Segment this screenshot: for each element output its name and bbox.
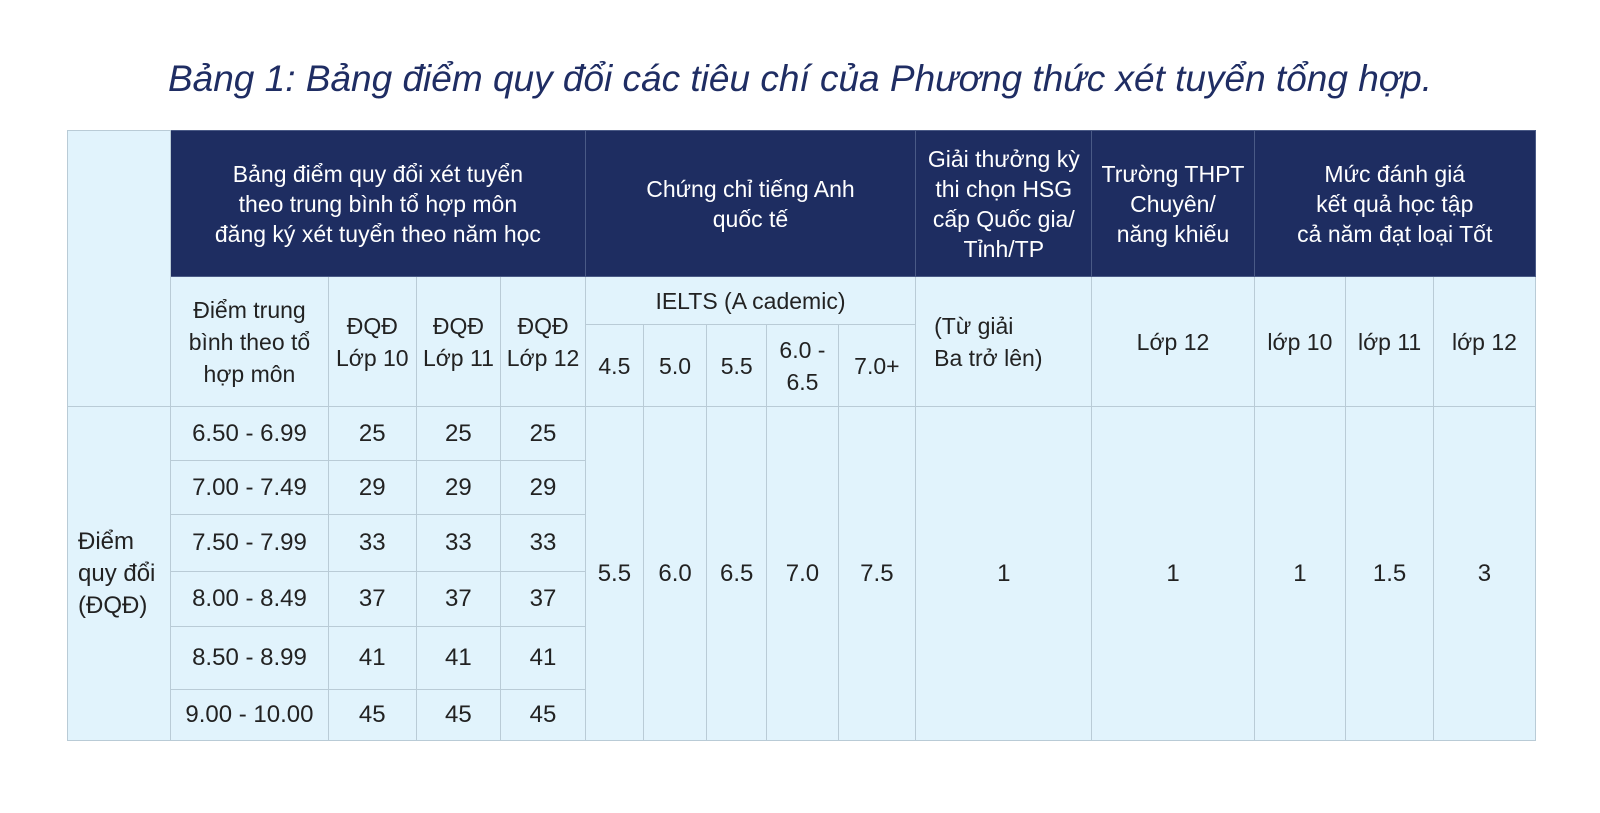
dqd10-cell: 45: [328, 690, 416, 741]
dqd11-cell: 45: [416, 690, 501, 741]
grade-12-point: 3: [1433, 407, 1535, 741]
header-award: Giải thưởng kỳ thi chọn HSG cấp Quốc gia/ Tỉnh/TP: [916, 131, 1092, 277]
subheader-school-grade: Lớp 12: [1092, 277, 1254, 407]
dqd11-cell: 29: [416, 461, 501, 515]
header-avg-group: Bảng điểm quy đổi xét tuyển theo trung bình tổ hợp môn đăng ký xét tuyển theo năm học: [170, 131, 585, 277]
dqd10-cell: 25: [328, 407, 416, 461]
dqd10-cell: 29: [328, 461, 416, 515]
dqd12-cell: 45: [501, 690, 586, 741]
award-point: 1: [916, 407, 1092, 741]
dqd12-cell: 25: [501, 407, 586, 461]
subheader-grade-11: lớp 11: [1346, 277, 1434, 407]
grade-10-point: 1: [1254, 407, 1346, 741]
dqd12-cell: 37: [501, 572, 586, 627]
ielts-point-7-0-plus: 7.5: [838, 407, 916, 741]
subheader-grade-10: lớp 10: [1254, 277, 1346, 407]
ielts-point-5-0: 6.0: [643, 407, 706, 741]
row-label: Điểm quy đổi (ĐQĐ): [68, 407, 171, 741]
subheader-award-note: (Từ giải Ba trở lên): [916, 277, 1092, 407]
header-english-cert: Chứng chỉ tiếng Anh quốc tế: [585, 131, 915, 277]
ielts-point-6-0-6-5: 7.0: [767, 407, 838, 741]
ielts-point-5-5: 6.5: [707, 407, 767, 741]
range-cell: 8.00 - 8.49: [170, 572, 328, 627]
subheader-ielts: IELTS (A cademic): [585, 277, 915, 325]
header-academic: Mức đánh giá kết quả học tập cả năm đạt loại Tốt: [1254, 131, 1535, 277]
conversion-table: [67, 130, 1536, 741]
grade-11-point: 1.5: [1346, 407, 1434, 741]
dqd11-cell: 37: [416, 572, 501, 627]
range-cell: 7.00 - 7.49: [170, 461, 328, 515]
corner-cell: [68, 131, 171, 407]
dqd12-cell: 29: [501, 461, 586, 515]
ielts-level-7-0-plus: 7.0+: [838, 325, 916, 407]
ielts-level-4-5: 4.5: [585, 325, 643, 407]
dqd10-cell: 37: [328, 572, 416, 627]
ielts-level-5-0: 5.0: [643, 325, 706, 407]
dqd11-cell: 25: [416, 407, 501, 461]
range-cell: 8.50 - 8.99: [170, 627, 328, 690]
table-title: Bảng 1: Bảng điểm quy đổi các tiêu chí của Phương thức xét tuyển tổng hợp.: [167, 58, 1433, 99]
subheader-avg-score: Điểm trung bình theo tổ hợp môn: [170, 277, 328, 407]
ielts-point-4-5: 5.5: [585, 407, 643, 741]
ielts-level-5-5: 5.5: [707, 325, 767, 407]
dqd10-cell: 41: [328, 627, 416, 690]
subheader-dqd11: ĐQĐ Lớp 11: [416, 277, 501, 407]
subheader-dqd12: ĐQĐ Lớp 12: [501, 277, 586, 407]
dqd10-cell: 33: [328, 515, 416, 572]
dqd12-cell: 41: [501, 627, 586, 690]
dqd11-cell: 41: [416, 627, 501, 690]
header-school: Trường THPT Chuyên/ năng khiếu: [1092, 131, 1254, 277]
dqd12-cell: 33: [501, 515, 586, 572]
range-cell: 6.50 - 6.99: [170, 407, 328, 461]
range-cell: 9.00 - 10.00: [170, 690, 328, 741]
subheader-dqd10: ĐQĐ Lớp 10: [328, 277, 416, 407]
dqd11-cell: 33: [416, 515, 501, 572]
subheader-grade-12: lớp 12: [1433, 277, 1535, 407]
range-cell: 7.50 - 7.99: [170, 515, 328, 572]
ielts-level-6-0-6-5: 6.0 - 6.5: [767, 325, 838, 407]
school-point: 1: [1092, 407, 1254, 741]
